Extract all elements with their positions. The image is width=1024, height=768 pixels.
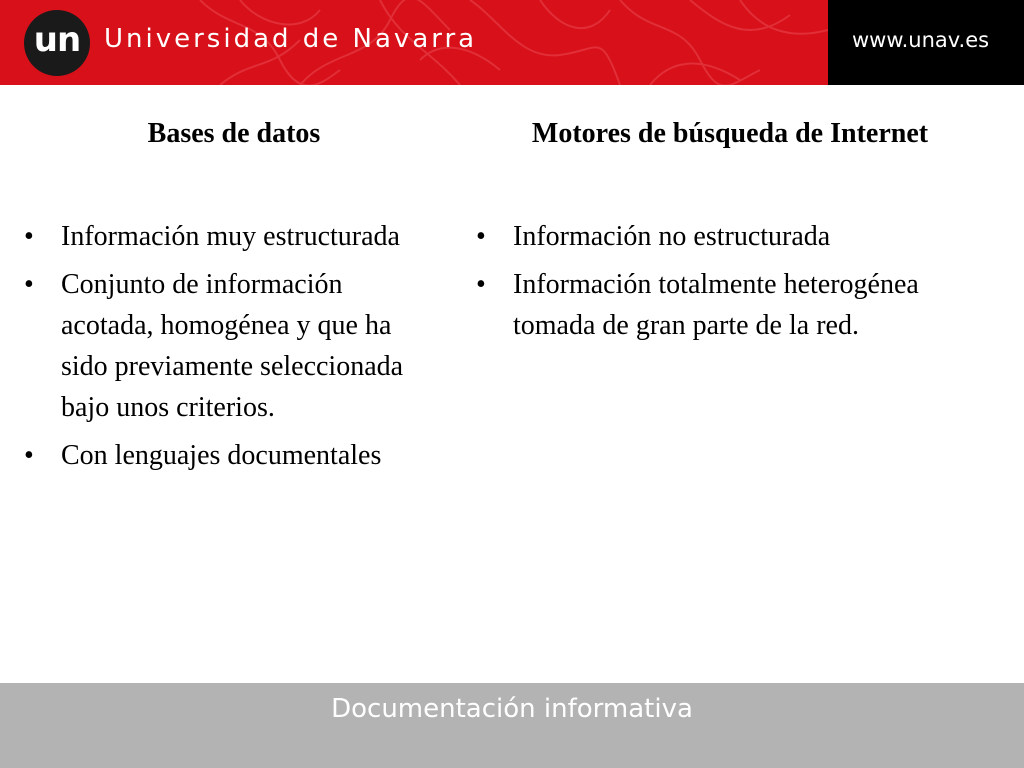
website-link[interactable]: www.unav.es (852, 28, 990, 52)
list-item-text: Conjunto de información acotada, homogénea y que ha sido previamente seleccionada bajo unos criterios. (61, 269, 404, 423)
header-bar (0, 0, 828, 85)
left-bullet-list (24, 216, 434, 483)
left-column-heading: Bases de datos (147, 118, 321, 149)
list-item (24, 264, 434, 428)
footer-title: Documentación informativa (331, 694, 693, 724)
bullet-icon: • (24, 221, 34, 252)
list-item (24, 435, 434, 476)
right-bullet-list (476, 216, 996, 353)
list-item (476, 216, 996, 257)
bullet-icon: • (24, 269, 34, 300)
list-item-text: Información muy estructurada (61, 221, 400, 252)
list-item-text: Información no estructurada (513, 221, 831, 252)
list-item (24, 216, 434, 257)
university-logo-mark[interactable]: un (24, 10, 90, 76)
list-item (476, 264, 996, 346)
right-column-heading: Motores de búsqueda de Internet (531, 118, 929, 149)
university-name[interactable]: Universidad de Navarra (104, 24, 478, 54)
bullet-icon: • (476, 221, 486, 252)
bullet-icon: • (24, 440, 34, 471)
bullet-icon: • (476, 269, 486, 300)
list-item-text: Con lenguajes documentales (61, 440, 382, 471)
list-item-text: Información totalmente heterogénea tomada de gran parte de la red. (513, 269, 919, 341)
